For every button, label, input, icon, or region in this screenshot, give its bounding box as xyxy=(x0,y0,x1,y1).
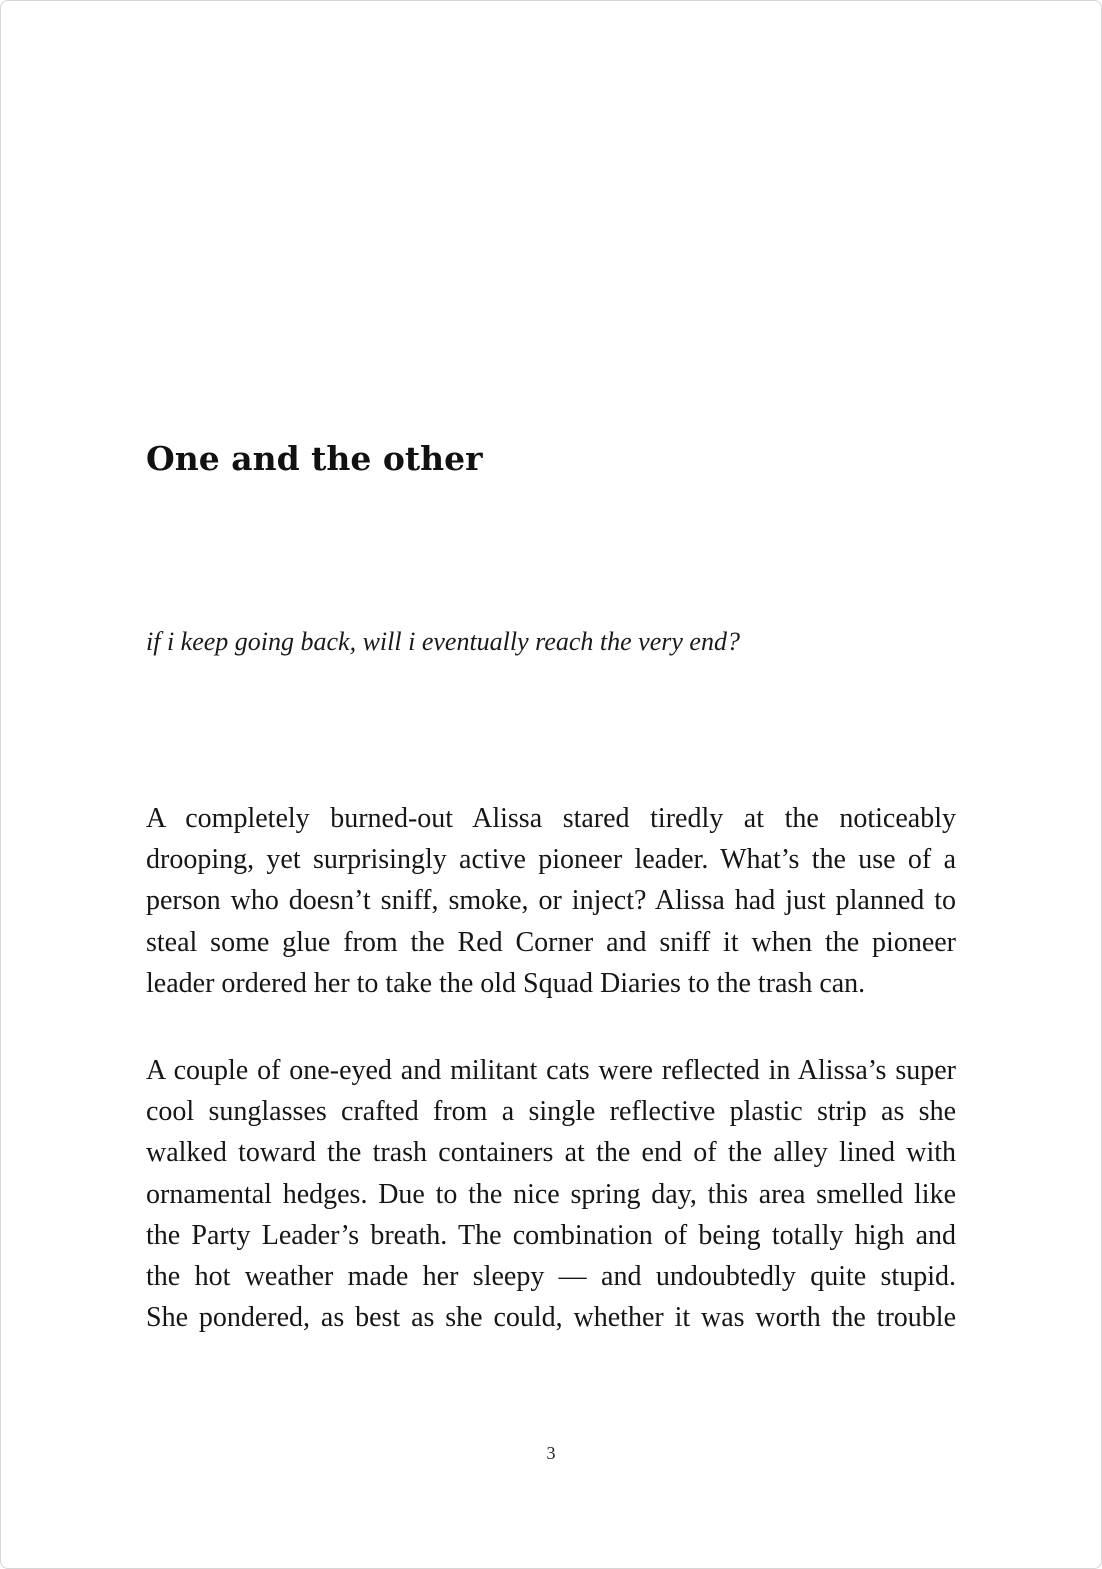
paragraph-line: person who doesn’t sniff, smoke, or inject? Alissa had just planned to xyxy=(146,885,956,917)
paragraph-line: steal some glue from the Red Corner and sniff it when the pioneer xyxy=(146,926,956,958)
body-paragraph-2 xyxy=(146,1050,956,1338)
paragraph-line: leader ordered her to take the old Squad Diaries to the trash can. xyxy=(146,967,866,999)
chapter-title: One and the other xyxy=(146,439,483,478)
body-paragraph-1 xyxy=(146,798,956,1004)
paragraph-line: drooping, yet surprisingly active pioneer leader. What’s the use of a xyxy=(146,844,956,876)
chapter-epigraph: if i keep going back, will i eventually reach the very end? xyxy=(146,627,740,656)
paragraph-line: the Party Leader’s breath. The combination of being totally high and xyxy=(146,1219,956,1251)
paragraph-line: ornamental hedges. Due to the nice spring day, this area smelled like xyxy=(146,1178,956,1210)
page-number: 3 xyxy=(546,1443,556,1463)
paragraph-line: She pondered, as best as she could, whether it was worth the trouble xyxy=(146,1302,956,1334)
paragraph-line: walked toward the trash containers at the end of the alley lined with xyxy=(146,1137,956,1169)
paragraph-line: A couple of one-eyed and militant cats were reflected in Alissa’s super xyxy=(146,1055,956,1086)
paragraph-line: cool sunglasses crafted from a single reflective plastic strip as she xyxy=(146,1096,956,1128)
paragraph-line: the hot weather made her sleepy — and undoubtedly quite stupid. xyxy=(146,1260,956,1292)
paragraph-line: A completely burned-out Alissa stared tiredly at the noticeably xyxy=(146,803,956,834)
